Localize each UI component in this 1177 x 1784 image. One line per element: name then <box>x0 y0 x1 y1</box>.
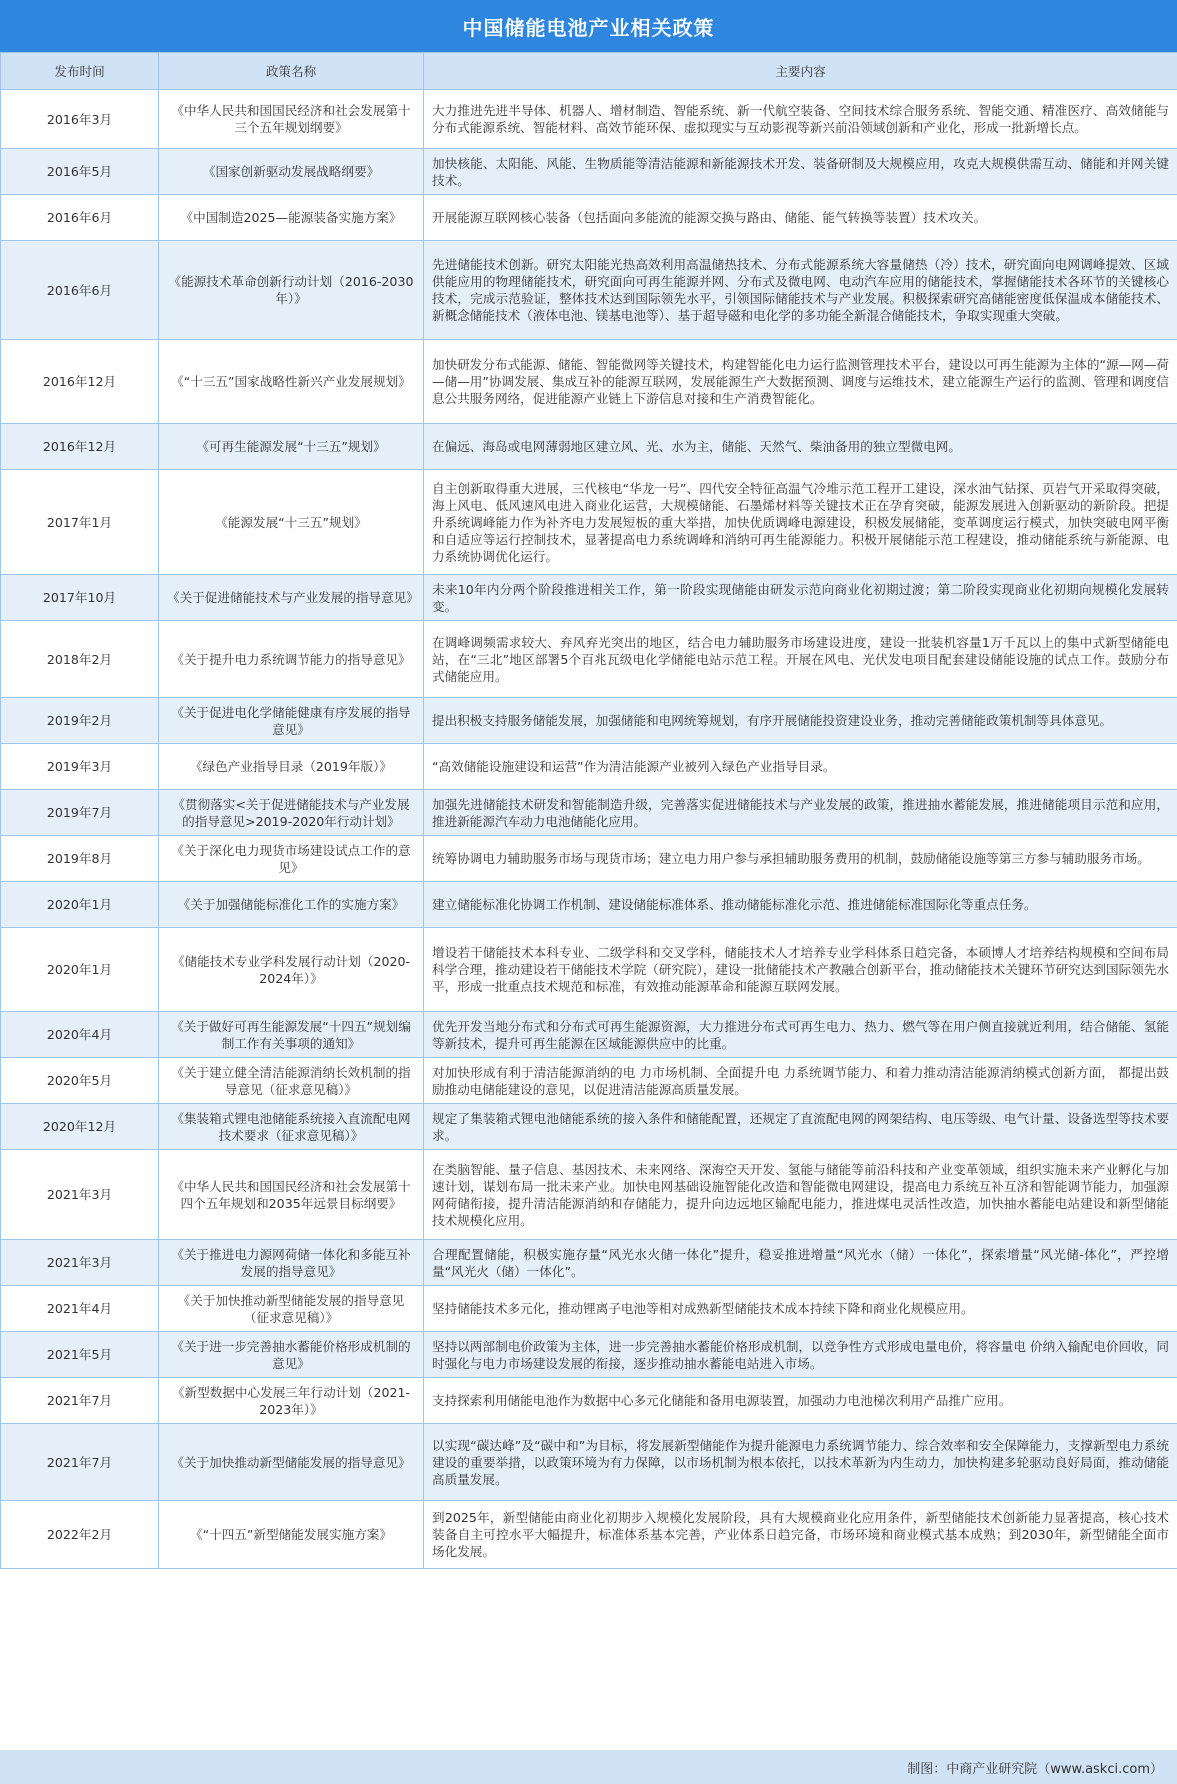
policy-name: 《中国制造2025—能源装备实施方案》 <box>159 195 424 241</box>
policy-date: 2019年2月 <box>1 698 159 744</box>
policy-date: 2021年3月 <box>1 1150 159 1240</box>
policy-content: 到2025年，新型储能由商业化初期步入规模化发展阶段，具有大规模商业化应用条件，新型储能技术创新能力显著提高，核心技术装备自主可控水平大幅提升，标准体系基本完善，产业体系日趋完备，市场环境和商业模式基本成熟；到2030年，新型储能全面市场化发展。 <box>424 1501 1177 1569</box>
policy-name: 《新型数据中心发展三年行动计划（2021-2023年）》 <box>159 1378 424 1424</box>
policy-date: 2018年2月 <box>1 621 159 698</box>
table-row <box>1 621 1177 698</box>
policy-date: 2016年5月 <box>1 149 159 195</box>
policy-content: 在类脑智能、量子信息、基因技术、未来网络、深海空天开发、氢能与储能等前沿科技和产业变革领域，组织实施未来产业孵化与加速计划，谋划布局一批未来产业。加快电网基础设施智能化改造和智能微电网建设，提高电力系统互补互济和智能调节能力，加强源网荷储衔接，提升清洁能源消纳和存储能力，提升向边远地区输配电能力，推进煤电灵活性改造，加快抽水蓄能电站建设和新型储能技术规模化应用。 <box>424 1150 1177 1240</box>
policy-content: 统筹协调电力辅助服务市场与现货市场；建立电力用户参与承担辅助服务费用的机制，鼓励储能设施等第三方参与辅助服务市场。 <box>424 836 1177 882</box>
table-row <box>1 1058 1177 1104</box>
policy-content: 加快研发分布式能源、储能、智能微网等关键技术，构建智能化电力运行监测管理技术平台，建设以可再生能源为主体的“源—网—荷—储—用”协调发展、集成互补的能源互联网，发展能源生产大数据预测、调度与运维技术，建立能源生产运行的监测、管理和调度信息公共服务网络，促进能源产业链上下游信息对接和生产消费智能化。 <box>424 340 1177 424</box>
policy-content: 加快核能、太阳能、风能、生物质能等清洁能源和新能源技术开发、装备研制及大规模应用，攻克大规模供需互动、储能和并网关键技术。 <box>424 149 1177 195</box>
policy-date: 2017年1月 <box>1 470 159 575</box>
policy-date: 2019年7月 <box>1 790 159 836</box>
table-row <box>1 1240 1177 1286</box>
table-row <box>1 149 1177 195</box>
policy-name: 《绿色产业指导目录（2019年版）》 <box>159 744 424 790</box>
policy-content: 对加快形成有利于清洁能源消纳的电 力市场机制、全面提升电 力系统调节能力、和着力推动清洁能源消纳模式创新方面， 都提出鼓励推动电储能建设的意见，以促进清洁能源高质量发展。 <box>424 1058 1177 1104</box>
policy-date: 2020年12月 <box>1 1104 159 1150</box>
table-row <box>1 928 1177 1012</box>
table-row <box>1 1150 1177 1240</box>
policy-content: 坚持储能技术多元化，推动锂离子电池等相对成熟新型储能技术成本持续下降和商业化规模应用。 <box>424 1286 1177 1332</box>
policy-content: 以实现“碳达峰”及“碳中和”为目标，将发展新型储能作为提升能源电力系统调节能力、综合效率和安全保障能力，支撑新型电力系统建设的重要举措，以政策环境为有力保障，以市场机制为根本依托，以技术革新为内生动力，加快构建多轮驱动良好局面，推动储能高质量发展。 <box>424 1424 1177 1501</box>
table-row <box>1 90 1177 149</box>
page-title: 中国储能电池产业相关政策 <box>0 0 1177 52</box>
policy-date: 2020年1月 <box>1 928 159 1012</box>
table-row <box>1 698 1177 744</box>
policy-name: 《“十三五”国家战略性新兴产业发展规划》 <box>159 340 424 424</box>
table-row <box>1 470 1177 575</box>
footer-credit: 制图：中商产业研究院（www.askci.com） <box>0 1750 1177 1784</box>
policy-date: 2016年3月 <box>1 90 159 149</box>
table-row <box>1 790 1177 836</box>
policy-content: 自主创新取得重大进展，三代核电“华龙一号”、四代安全特征高温气冷堆示范工程开工建设，深水油气钻探、页岩气开采取得突破，海上风电、低风速风电进入商业化运营，大规模储能、石墨烯材料等关键技术正在孕育突破，能源发展进入创新驱动的新阶段。把提升系统调峰能力作为补齐电力发展短板的重大举措，加快优质调峰电源建设，积极发展储能，变革调度运行模式，加快突破电网平衡和自适应等运行控制技术，显著提高电力系统调峰和消纳可再生能源能力。积极开展储能示范工程建设，推动储能系统与新能源、电力系统协调优化运行。 <box>424 470 1177 575</box>
policy-content: 坚持以两部制电价政策为主体，进一步完善抽水蓄能价格形成机制，以竞争性方式形成电量电价，将容量电 价纳入输配电价回收，同时强化与电力市场建设发展的衔接，逐步推动抽水蓄能电站进入市场。 <box>424 1332 1177 1378</box>
policy-name: 《关于促进电化学储能健康有序发展的指导意见》 <box>159 698 424 744</box>
policy-content: 在调峰调频需求较大、弃风弃光突出的地区，结合电力辅助服务市场建设进度，建设一批装机容量1万千瓦以上的集中式新型储能电站，在“三北”地区部署5个百兆瓦级电化学储能电站示范工程。开展在风电、光伏发电项目配套建设储能设施的试点工作。鼓励分布式储能应用。 <box>424 621 1177 698</box>
table-row <box>1 195 1177 241</box>
policy-name: 《中华人民共和国国民经济和社会发展第十四个五年规划和2035年远景目标纲要》 <box>159 1150 424 1240</box>
header-name: 政策名称 <box>159 53 424 90</box>
policy-content: 未来10年内分两个阶段推进相关工作，第一阶段实现储能由研发示范向商业化初期过渡；第二阶段实现商业化初期向规模化发展转变。 <box>424 575 1177 621</box>
policy-date: 2021年5月 <box>1 1332 159 1378</box>
policy-content: 在偏远、海岛或电网薄弱地区建立风、光、水为主，储能、天然气、柴油备用的独立型微电网。 <box>424 424 1177 470</box>
table-row <box>1 1378 1177 1424</box>
policy-name: 《可再生能源发展“十三五”规划》 <box>159 424 424 470</box>
policy-name: 《贯彻落实<关于促进储能技术与产业发展的指导意见>2019-2020年行动计划》 <box>159 790 424 836</box>
policy-content: 建立储能标准化协调工作机制、建设储能标准体系、推动储能标准化示范、推进储能标准国际化等重点任务。 <box>424 882 1177 928</box>
policy-content: 增设若干储能技术本科专业、二级学科和交叉学科，储能技术人才培养专业学科体系日趋完备，本硕博人才培养结构规模和空间布局科学合理，推动建设若干储能技术学院（研究院），建设一批储能技术产教融合创新平台，推动储能技术关键环节研究达到国际领先水平，形成一批重点技术规范和标准，有效推动能源革命和能源互联网发展。 <box>424 928 1177 1012</box>
policy-content: 优先开发当地分布式和分布式可再生能源资源，大力推进分布式可再生电力、热力、燃气等在用户侧直接就近利用，结合储能、氢能等新技术，提升可再生能源在区域能源供应中的比重。 <box>424 1012 1177 1058</box>
policy-date: 2022年2月 <box>1 1501 159 1569</box>
table-row <box>1 1424 1177 1501</box>
policy-content: 先进储能技术创新。研究太阳能光热高效利用高温储热技术、分布式能源系统大容量储热（冷）技术，研究面向电网调峰提效、区域供能应用的物理储能技术，研究面向可再生能源并网、分布式及微电网、电动汽车应用的储能技术，掌握储能技术各环节的关键核心技术，完成示范验证，整体技术达到国际领先水平，引领国际储能技术与产业发展。积极探索研究高储能密度低保温成本储能技术、新概念储能技术（液体电池、镁基电池等）、基于超导磁和电化学的多功能全新混合储能技术，争取实现重大突破。 <box>424 241 1177 340</box>
policy-date: 2021年7月 <box>1 1378 159 1424</box>
policy-content: 提出积极支持服务储能发展，加强储能和电网统筹规划，有序开展储能投资建设业务，推动完善储能政策机制等具体意见。 <box>424 698 1177 744</box>
policy-name: 《关于进一步完善抽水蓄能价格形成机制的意见》 <box>159 1332 424 1378</box>
policy-name: 《关于加快推动新型储能发展的指导意见（征求意见稿）》 <box>159 1286 424 1332</box>
policy-date: 2016年12月 <box>1 424 159 470</box>
policy-content: 大力推进先进半导体、机器人、增材制造、智能系统、新一代航空装备、空间技术综合服务系统、智能交通、精准医疗、高效储能与分布式能源系统、智能材料、高效节能环保、虚拟现实与互动影视等新兴前沿领域创新和产业化，形成一批新增长点。 <box>424 90 1177 149</box>
table-row <box>1 836 1177 882</box>
policy-content: 支持探索利用储能电池作为数据中心多元化储能和备用电源装置，加强动力电池梯次利用产品推广应用。 <box>424 1378 1177 1424</box>
policy-name: 《关于深化电力现货市场建设试点工作的意见》 <box>159 836 424 882</box>
table-row <box>1 882 1177 928</box>
policy-name: 《能源技术革命创新行动计划（2016-2030年）》 <box>159 241 424 340</box>
policy-name: 《关于做好可再生能源发展“十四五”规划编制工作有关事项的通知》 <box>159 1012 424 1058</box>
policy-name: 《关于加快推动新型储能发展的指导意见》 <box>159 1424 424 1501</box>
table-row <box>1 241 1177 340</box>
policy-date: 2021年7月 <box>1 1424 159 1501</box>
policy-content: “高效储能设施建设和运营”作为清洁能源产业被列入绿色产业指导目录。 <box>424 744 1177 790</box>
header-date: 发布时间 <box>1 53 159 90</box>
policy-content: 合理配置储能，积极实施存量“风光水火储一体化”提升，稳妥推进增量“风光水（储）一体化”，探索增量“风光储-体化”，严控增量“风光火（储）一体化”。 <box>424 1240 1177 1286</box>
policy-name: 《“十四五”新型储能发展实施方案》 <box>159 1501 424 1569</box>
policy-date: 2021年4月 <box>1 1286 159 1332</box>
policy-table <box>0 52 1177 1569</box>
policy-content: 加强先进储能技术研发和智能制造升级，完善落实促进储能技术与产业发展的政策，推进抽水蓄能发展，推进储能项目示范和应用，推进新能源汽车动力电池储能化应用。 <box>424 790 1177 836</box>
policy-date: 2016年6月 <box>1 195 159 241</box>
table-header-row <box>1 53 1177 90</box>
table-row <box>1 575 1177 621</box>
policy-date: 2019年3月 <box>1 744 159 790</box>
policy-content: 开展能源互联网核心装备（包括面向多能流的能源交换与路由、储能、能气转换等装置）技术攻关。 <box>424 195 1177 241</box>
policy-date: 2020年4月 <box>1 1012 159 1058</box>
policy-content: 规定了集装箱式锂电池储能系统的接入条件和储能配置，还规定了直流配电网的网架结构、电压等级、电气计量、设备选型等技术要求。 <box>424 1104 1177 1150</box>
table-row <box>1 1286 1177 1332</box>
table-row <box>1 1332 1177 1378</box>
policy-name: 《国家创新驱动发展战略纲要》 <box>159 149 424 195</box>
policy-name: 《关于提升电力系统调节能力的指导意见》 <box>159 621 424 698</box>
policy-date: 2016年12月 <box>1 340 159 424</box>
table-row <box>1 340 1177 424</box>
policy-date: 2019年8月 <box>1 836 159 882</box>
policy-name: 《关于促进储能技术与产业发展的指导意见》 <box>159 575 424 621</box>
policy-name: 《关于加强储能标准化工作的实施方案》 <box>159 882 424 928</box>
policy-name: 《中华人民共和国国民经济和社会发展第十三个五年规划纲要》 <box>159 90 424 149</box>
table-row <box>1 1012 1177 1058</box>
header-content: 主要内容 <box>424 53 1177 90</box>
table-row <box>1 1104 1177 1150</box>
table-row <box>1 1501 1177 1569</box>
policy-name: 《集装箱式锂电池储能系统接入直流配电网技术要求（征求意见稿）》 <box>159 1104 424 1150</box>
policy-date: 2016年6月 <box>1 241 159 340</box>
table-row <box>1 744 1177 790</box>
policy-date: 2017年10月 <box>1 575 159 621</box>
policy-name: 《能源发展“十三五”规划》 <box>159 470 424 575</box>
policy-date: 2020年1月 <box>1 882 159 928</box>
policy-name: 《关于建立健全清洁能源消纳长效机制的指导意见（征求意见稿）》 <box>159 1058 424 1104</box>
policy-date: 2021年3月 <box>1 1240 159 1286</box>
policy-name: 《关于推进电力源网荷储一体化和多能互补发展的指导意见》 <box>159 1240 424 1286</box>
policy-date: 2020年5月 <box>1 1058 159 1104</box>
policy-name: 《储能技术专业学科发展行动计划（2020-2024年）》 <box>159 928 424 1012</box>
table-row <box>1 424 1177 470</box>
